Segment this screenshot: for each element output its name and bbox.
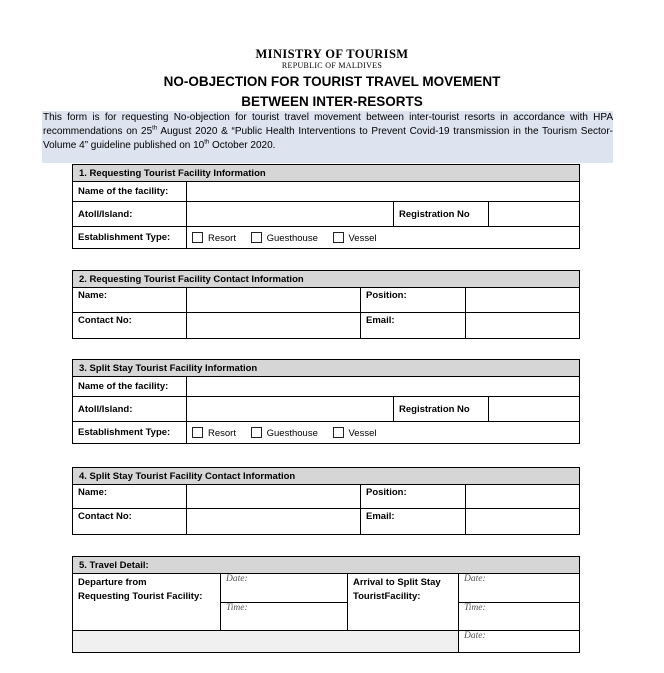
split-atoll-island-label: Atoll/Island: bbox=[73, 397, 187, 422]
split-contact-name-field[interactable] bbox=[187, 485, 361, 509]
section-4-table bbox=[72, 467, 580, 535]
registration-no-field[interactable] bbox=[489, 202, 580, 227]
departure-label: Departure from Requesting Tourist Facility: bbox=[73, 574, 221, 631]
split-registration-no-field[interactable] bbox=[489, 397, 580, 422]
intro-paragraph: This form is for requesting No-objection for tourist travel movement between inter-tourist resorts in accordance with HPA recommendations on 25th August 2020 & “Public Health Interventions to Prevent Covid-19 transmission in the Tourism Sector-Volume 4” guideline published on 10th October 2020. bbox=[42, 111, 613, 163]
extra-date-field[interactable]: Date: bbox=[459, 631, 580, 653]
arrival-time-field[interactable]: Time: bbox=[459, 603, 580, 631]
split-vessel-checkbox[interactable] bbox=[333, 427, 344, 438]
contact-name-field[interactable] bbox=[187, 288, 361, 313]
facility-name-field[interactable] bbox=[187, 182, 580, 202]
split-facility-name-label: Name of the facility: bbox=[73, 377, 187, 397]
section-2-title: 2. Requesting Tourist Facility Contact Information bbox=[73, 271, 580, 288]
split-position-field[interactable] bbox=[466, 485, 580, 509]
section-3-table bbox=[72, 359, 580, 444]
split-contact-name-label: Name: bbox=[73, 485, 187, 509]
registration-no-label: Registration No bbox=[394, 202, 489, 227]
resort-checkbox[interactable] bbox=[192, 232, 203, 243]
establishment-type-options: Resort Guesthouse Vessel bbox=[187, 227, 580, 249]
split-establishment-type-options: Resort Guesthouse Vessel bbox=[187, 422, 580, 444]
split-contact-no-field[interactable] bbox=[187, 509, 361, 535]
position-label: Position: bbox=[361, 288, 466, 313]
vessel-checkbox[interactable] bbox=[333, 232, 344, 243]
travel-detail-extra-row bbox=[73, 631, 459, 653]
split-email-label: Email: bbox=[361, 509, 466, 535]
email-field[interactable] bbox=[466, 313, 580, 339]
guesthouse-checkbox[interactable] bbox=[251, 232, 262, 243]
form-title-line1: NO-OBJECTION FOR TOURIST TRAVEL MOVEMENT bbox=[163, 74, 501, 89]
arrival-date-field[interactable]: Date: bbox=[459, 574, 580, 603]
form-title-line2: BETWEEN INTER-RESORTS bbox=[241, 94, 423, 109]
split-position-label: Position: bbox=[361, 485, 466, 509]
ministry-heading: MINISTRY OF TOURISM bbox=[255, 47, 409, 61]
email-label: Email: bbox=[361, 313, 466, 339]
section-3-title: 3. Split Stay Tourist Facility Information bbox=[73, 360, 580, 377]
contact-no-field[interactable] bbox=[187, 313, 361, 339]
section-2-table bbox=[72, 270, 580, 339]
contact-name-label: Name: bbox=[73, 288, 187, 313]
section-5-title: 5. Travel Detail: bbox=[73, 557, 580, 574]
split-establishment-type-label: Establishment Type: bbox=[73, 422, 187, 444]
departure-time-field[interactable]: Time: bbox=[221, 603, 348, 631]
departure-date-field[interactable]: Date: bbox=[221, 574, 348, 603]
split-registration-no-label: Registration No bbox=[394, 397, 489, 422]
split-contact-no-label: Contact No: bbox=[73, 509, 187, 535]
section-1-title: 1. Requesting Tourist Facility Information bbox=[73, 165, 580, 182]
position-field[interactable] bbox=[466, 288, 580, 313]
arrival-label: Arrival to Split Stay TouristFacility: bbox=[348, 574, 459, 631]
atoll-island-field[interactable] bbox=[187, 202, 394, 227]
split-resort-checkbox[interactable] bbox=[192, 427, 203, 438]
facility-name-label: Name of the facility: bbox=[73, 182, 187, 202]
establishment-type-label: Establishment Type: bbox=[73, 227, 187, 249]
section-5-table bbox=[72, 556, 580, 653]
split-atoll-island-field[interactable] bbox=[187, 397, 394, 422]
split-email-field[interactable] bbox=[466, 509, 580, 535]
atoll-island-label: Atoll/Island: bbox=[73, 202, 187, 227]
split-facility-name-field[interactable] bbox=[187, 377, 580, 397]
contact-no-label: Contact No: bbox=[73, 313, 187, 339]
section-1-table bbox=[72, 164, 580, 249]
split-guesthouse-checkbox[interactable] bbox=[251, 427, 262, 438]
republic-subheading: REPUBLIC OF MALDIVES bbox=[281, 61, 383, 70]
section-4-title: 4. Split Stay Tourist Facility Contact Information bbox=[73, 468, 580, 485]
